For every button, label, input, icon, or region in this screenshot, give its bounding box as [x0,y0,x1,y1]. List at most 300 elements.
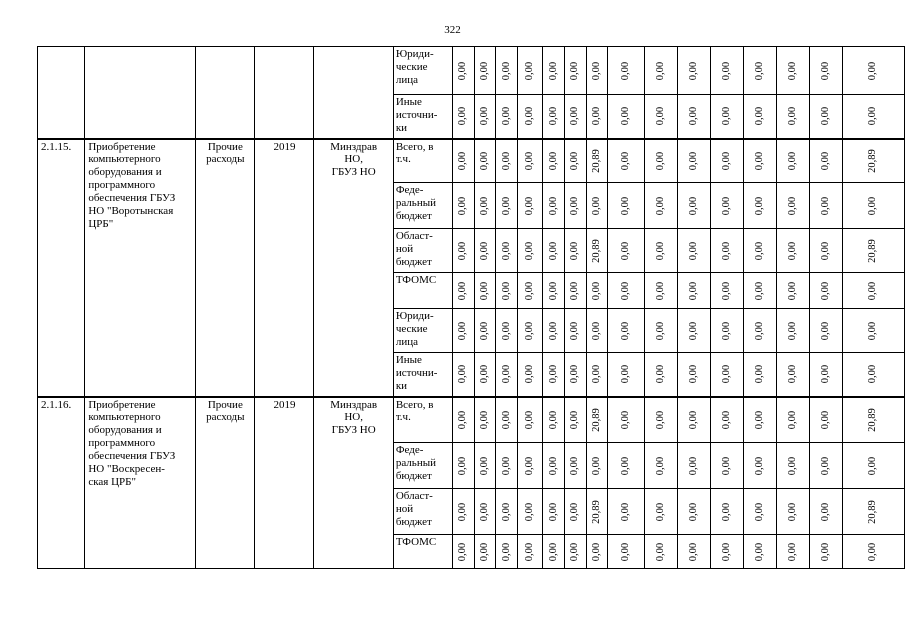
value-cell [453,443,475,489]
value-text: 0,00 [457,281,469,300]
value-text: 0,00 [720,502,732,521]
value-text: 20,89 [867,407,879,432]
value-text: 0,00 [500,241,512,260]
value-cell [608,183,645,229]
value-cell [543,95,565,139]
value-text: 0,00 [819,542,831,561]
value-text: 0,00 [547,410,559,429]
value-cell [474,183,496,229]
value-cell [453,397,475,443]
value-cell [711,489,744,535]
value-text: 0,00 [654,542,666,561]
value-text: 0,00 [654,151,666,170]
value-text: 0,00 [457,241,469,260]
value-cell [678,309,711,353]
value-cell [586,183,608,229]
value-text: 0,00 [524,151,536,170]
value-text: 0,00 [720,542,732,561]
value-cell [565,273,587,309]
value-text: 0,00 [569,196,581,215]
responsible-org: Минздрав НО, ГБУЗ НО [314,139,393,397]
funding-source: Област- ной бюджет [393,489,452,535]
value-text: 0,00 [500,410,512,429]
value-text: 0,00 [478,196,490,215]
value-cell [809,443,842,489]
value-cell [565,229,587,273]
value-text: 20,89 [867,238,879,263]
year: 2019 [255,139,314,397]
value-cell [608,535,645,569]
value-text: 0,00 [547,542,559,561]
value-text: 0,00 [753,61,765,80]
value-cell [842,489,904,535]
value-cell [496,139,518,183]
value-cell [565,535,587,569]
value-cell [565,95,587,139]
value-text: 0,00 [654,61,666,80]
value-text: 0,00 [569,107,581,126]
value-text: 0,00 [524,410,536,429]
value-text: 0,00 [590,365,602,384]
value-cell [711,47,744,95]
value-cell [711,443,744,489]
value-cell [608,229,645,273]
value-text: 0,00 [457,542,469,561]
value-text: 0,00 [569,321,581,340]
value-text: 0,00 [569,542,581,561]
value-cell [645,353,678,397]
value-cell [474,95,496,139]
value-cell [776,183,809,229]
value-cell [608,47,645,95]
value-cell [586,489,608,535]
value-cell [842,353,904,397]
value-cell [743,309,776,353]
value-text: 0,00 [786,542,798,561]
value-text: 0,00 [687,456,699,475]
value-cell [711,229,744,273]
value-cell [586,309,608,353]
expense-type [196,47,255,139]
value-text: 0,00 [786,241,798,260]
value-text: 0,00 [720,456,732,475]
value-cell [474,309,496,353]
value-text: 0,00 [819,321,831,340]
value-text: 0,00 [687,107,699,126]
value-cell [809,47,842,95]
value-text: 0,00 [590,321,602,340]
value-text: 0,00 [547,502,559,521]
value-cell [776,95,809,139]
value-text: 0,00 [753,107,765,126]
value-cell [496,535,518,569]
value-cell [608,95,645,139]
value-text: 0,00 [786,321,798,340]
value-text: 0,00 [620,410,632,429]
funding-source: Феде- ральный бюджет [393,183,452,229]
value-text: 0,00 [547,281,559,300]
value-cell [678,273,711,309]
value-text: 0,00 [786,502,798,521]
value-text: 0,00 [478,281,490,300]
value-text: 0,00 [620,241,632,260]
value-text: 0,00 [547,365,559,384]
value-cell [678,47,711,95]
value-cell [453,183,475,229]
value-text: 0,00 [867,321,879,340]
value-cell [743,183,776,229]
value-cell [678,489,711,535]
value-text: 0,00 [753,281,765,300]
value-text: 0,00 [687,241,699,260]
value-cell [678,353,711,397]
value-text: 0,00 [524,456,536,475]
value-text: 0,00 [500,107,512,126]
value-cell [842,95,904,139]
value-text: 0,00 [786,456,798,475]
value-cell [496,489,518,535]
value-cell [496,309,518,353]
value-cell [474,229,496,273]
value-text: 0,00 [569,502,581,521]
expense-type: Прочие расходы [196,397,255,569]
value-cell [518,397,543,443]
value-cell [565,397,587,443]
value-cell [543,47,565,95]
value-text: 0,00 [620,502,632,521]
value-text: 0,00 [620,107,632,126]
value-text: 0,00 [478,456,490,475]
value-cell [678,95,711,139]
value-cell [474,353,496,397]
funding-source: Всего, в т.ч. [393,139,452,183]
value-text: 0,00 [867,107,879,126]
value-cell [711,183,744,229]
value-cell [543,229,565,273]
item-number [38,47,85,139]
value-text: 0,00 [687,151,699,170]
funding-source: Област- ной бюджет [393,229,452,273]
value-cell [678,139,711,183]
value-text: 0,00 [620,61,632,80]
value-text: 0,00 [569,281,581,300]
value-cell [586,47,608,95]
value-cell [776,535,809,569]
value-cell [743,273,776,309]
funding-source: Иные источни- ки [393,353,452,397]
value-text: 0,00 [569,151,581,170]
value-cell [678,397,711,443]
value-text: 0,00 [524,502,536,521]
value-text: 0,00 [753,365,765,384]
value-cell [809,535,842,569]
value-cell [565,443,587,489]
value-text: 0,00 [819,241,831,260]
value-text: 0,00 [457,61,469,80]
value-cell [518,95,543,139]
funding-source: ТФОМС [393,273,452,309]
value-cell [776,273,809,309]
value-text: 0,00 [753,196,765,215]
value-text: 0,00 [786,151,798,170]
value-cell [711,397,744,443]
value-text: 0,00 [457,456,469,475]
value-text: 0,00 [819,365,831,384]
value-text: 0,00 [720,151,732,170]
value-text: 0,00 [654,241,666,260]
value-cell [645,309,678,353]
value-cell [608,489,645,535]
value-cell [776,139,809,183]
value-cell [743,47,776,95]
value-text: 0,00 [786,281,798,300]
value-text: 0,00 [654,365,666,384]
funding-source: Юриди- ческие лица [393,309,452,353]
value-text: 0,00 [753,502,765,521]
value-cell [743,489,776,535]
value-text: 0,00 [654,107,666,126]
value-text: 0,00 [720,196,732,215]
value-cell [711,95,744,139]
value-text: 0,00 [569,61,581,80]
value-cell [453,489,475,535]
value-cell [474,273,496,309]
value-cell [711,535,744,569]
value-text: 0,00 [524,321,536,340]
table-row [38,47,905,95]
value-cell [474,535,496,569]
value-text: 0,00 [753,321,765,340]
value-cell [586,273,608,309]
value-text: 0,00 [478,502,490,521]
value-cell [809,183,842,229]
value-cell [842,139,904,183]
value-cell [743,535,776,569]
value-text: 0,00 [819,502,831,521]
value-text: 0,00 [720,241,732,260]
value-cell [453,47,475,95]
value-text: 0,00 [720,410,732,429]
value-cell [543,353,565,397]
value-cell [842,183,904,229]
value-cell [809,95,842,139]
value-cell [776,489,809,535]
funding-source: Иные источни- ки [393,95,452,139]
value-text: 20,89 [867,148,879,173]
value-cell [842,535,904,569]
value-cell [711,139,744,183]
value-text: 0,00 [720,321,732,340]
value-cell [474,397,496,443]
value-text: 0,00 [753,456,765,475]
value-text: 0,00 [547,61,559,80]
value-cell [474,139,496,183]
value-cell [842,273,904,309]
value-text: 0,00 [687,502,699,521]
value-text: 0,00 [524,241,536,260]
value-cell [496,353,518,397]
value-cell [743,397,776,443]
value-cell [743,139,776,183]
value-text: 0,00 [819,456,831,475]
value-cell [518,443,543,489]
expense-type: Прочие расходы [196,139,255,397]
value-cell [743,443,776,489]
value-cell [608,353,645,397]
value-text: 0,00 [569,241,581,260]
value-cell [776,353,809,397]
value-cell [776,397,809,443]
value-cell [543,309,565,353]
value-text: 0,00 [620,196,632,215]
funding-source: Всего, в т.ч. [393,397,452,443]
item-number: 2.1.16. [38,397,85,569]
value-text: 0,00 [478,241,490,260]
value-text: 0,00 [620,151,632,170]
responsible-org [314,47,393,139]
value-cell [809,229,842,273]
value-text: 0,00 [753,151,765,170]
value-text: 0,00 [786,410,798,429]
value-cell [586,535,608,569]
value-text: 0,00 [786,61,798,80]
value-text: 0,00 [620,542,632,561]
value-cell [496,95,518,139]
value-text: 0,00 [620,365,632,384]
value-text: 20,89 [590,499,602,524]
value-cell [518,535,543,569]
value-cell [518,183,543,229]
value-cell [711,309,744,353]
value-text: 0,00 [547,321,559,340]
value-text: 0,00 [478,321,490,340]
value-text: 20,89 [867,499,879,524]
value-cell [586,95,608,139]
value-cell [453,95,475,139]
value-cell [518,47,543,95]
year: 2019 [255,397,314,569]
value-text: 0,00 [569,410,581,429]
value-text: 0,00 [687,281,699,300]
item-number: 2.1.15. [38,139,85,397]
value-text: 0,00 [654,410,666,429]
value-text: 0,00 [720,365,732,384]
value-text: 0,00 [500,542,512,561]
value-cell [678,183,711,229]
value-text: 0,00 [524,365,536,384]
value-cell [842,47,904,95]
value-text: 0,00 [720,61,732,80]
value-text: 20,89 [590,238,602,263]
value-cell [518,489,543,535]
value-cell [518,309,543,353]
value-cell [518,353,543,397]
value-text: 0,00 [478,151,490,170]
value-cell [645,273,678,309]
value-text: 0,00 [500,321,512,340]
value-cell [565,309,587,353]
value-text: 0,00 [500,456,512,475]
value-text: 0,00 [590,281,602,300]
responsible-org: Минздрав НО, ГБУЗ НО [314,397,393,569]
value-text: 0,00 [819,151,831,170]
value-cell [474,489,496,535]
funding-source: ТФОМС [393,535,452,569]
value-cell [842,397,904,443]
value-text: 0,00 [620,321,632,340]
value-text: 0,00 [620,281,632,300]
value-cell [453,535,475,569]
page-number: 322 [444,24,461,36]
value-text: 0,00 [867,456,879,475]
value-cell [776,229,809,273]
value-cell [496,443,518,489]
value-text: 0,00 [457,502,469,521]
value-cell [453,139,475,183]
value-text: 0,00 [500,151,512,170]
value-text: 0,00 [720,281,732,300]
value-cell [518,229,543,273]
value-cell [565,139,587,183]
value-cell [453,353,475,397]
value-text: 0,00 [819,281,831,300]
value-cell [809,397,842,443]
value-text: 0,00 [478,365,490,384]
value-cell [776,47,809,95]
value-text: 0,00 [654,281,666,300]
value-text: 0,00 [590,456,602,475]
value-text: 0,00 [524,281,536,300]
value-text: 0,00 [524,61,536,80]
value-text: 0,00 [524,542,536,561]
value-text: 0,00 [500,365,512,384]
value-cell [809,489,842,535]
value-cell [586,397,608,443]
value-text: 0,00 [867,281,879,300]
value-text: 0,00 [819,107,831,126]
value-cell [543,139,565,183]
value-cell [645,95,678,139]
value-text: 0,00 [819,61,831,80]
value-cell [543,273,565,309]
value-text: 20,89 [590,407,602,432]
value-text: 0,00 [867,196,879,215]
value-text: 0,00 [478,542,490,561]
value-cell [711,353,744,397]
value-cell [645,139,678,183]
value-cell [645,443,678,489]
value-text: 0,00 [590,61,602,80]
value-cell [809,353,842,397]
value-cell [565,489,587,535]
value-cell [453,229,475,273]
value-cell [496,273,518,309]
value-cell [565,353,587,397]
value-cell [565,183,587,229]
value-text: 0,00 [590,196,602,215]
value-cell [608,397,645,443]
value-cell [776,443,809,489]
value-text: 0,00 [547,241,559,260]
value-text: 0,00 [457,321,469,340]
value-cell [809,139,842,183]
value-cell [842,309,904,353]
value-cell [474,47,496,95]
value-text: 0,00 [867,365,879,384]
value-text: 0,00 [457,365,469,384]
value-text: 0,00 [786,365,798,384]
value-text: 0,00 [500,61,512,80]
